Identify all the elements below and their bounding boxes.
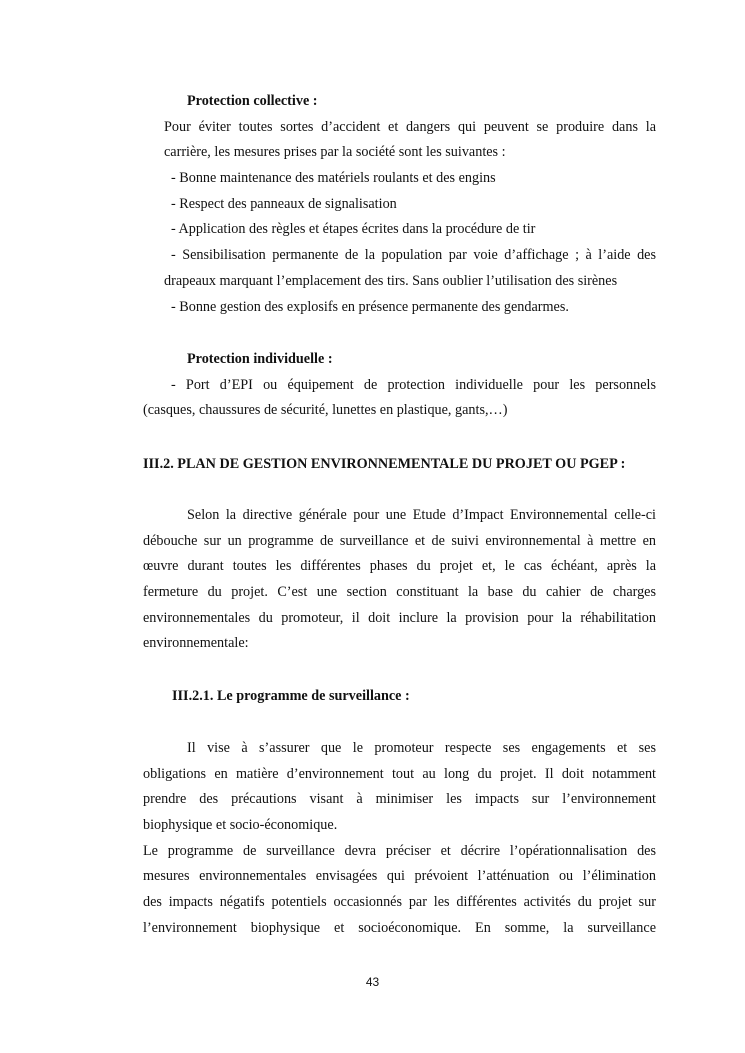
protection-individuelle-section (143, 347, 656, 424)
text-line: environnementale: (143, 635, 249, 652)
section-heading: III.2. PLAN DE GESTION ENVIRONNEMENTALE DU PROJET OU PGEP : (143, 456, 626, 472)
text-line: Selon la directive générale pour une Etude d’Impact Environnemental celle-ci (187, 507, 656, 523)
text-line: (casques, chaussures de sécurité, lunettes en plastique, gants,…) (143, 402, 508, 419)
text-line: environnementales du promoteur, il doit inclure la provision pour la réhabilitation (143, 609, 656, 626)
protection-individuelle-heading: Protection individuelle : (187, 351, 333, 367)
subsection-heading: III.2.1. Le programme de surveillance : (172, 688, 410, 704)
list-item: - Port d’EPI ou équipement de protection individuelle pour les personnels (171, 376, 656, 393)
text-line: drapeaux marquant l’emplacement des tirs. Sans oublier l’utilisation des sirènes (164, 272, 618, 289)
pgep-section (143, 452, 656, 478)
text-line: Le programme de surveillance devra préciser et décrire l’opérationnalisation des (143, 842, 656, 859)
text-line: Il vise à s’assurer que le promoteur respecte ses engagements et ses (187, 740, 656, 756)
protection-collective-section (143, 89, 656, 320)
text-line: des impacts négatifs potentiels occasionnés par les différentes activités du projet sur (143, 894, 656, 911)
list-item: - Respect des panneaux de signalisation (171, 195, 397, 212)
page-number: 43 (365, 975, 380, 989)
protection-collective-heading: Protection collective : (187, 93, 318, 109)
text-line: mesures environnementales envisagées qui prévoient l’atténuation ou l’élimination (143, 868, 656, 885)
text-line: l’environnement biophysique et socioéconomique. En somme, la surveillance (143, 919, 656, 936)
list-item: - Application des règles et étapes écrites dans la procédure de tir (171, 221, 536, 238)
text-line: œuvre durant toutes les différentes phases du projet et, le cas échéant, après la (143, 558, 656, 575)
list-item: - Sensibilisation permanente de la population par voie d’affichage ; à l’aide des (171, 247, 656, 264)
text-line: carrière, les mesures prises par la société sont les suivantes : (164, 144, 506, 161)
text-line: biophysique et socio-économique. (143, 817, 338, 834)
surveillance-paragraph (143, 736, 656, 942)
list-item: - Bonne gestion des explosifs en présence permanente des gendarmes. (171, 298, 569, 315)
text-line: fermeture du projet. C’est une section constituant la base du cahier de charges (143, 584, 656, 601)
text-line: Pour éviter toutes sortes d’accident et dangers qui peuvent se produire dans la (164, 118, 656, 135)
text-line: débouche sur un programme de surveillance et de suivi environnemental à mettre en (143, 532, 656, 549)
text-line: obligations en matière d’environnement tout au long du projet. Il doit notamment (143, 765, 656, 782)
pgep-paragraph (143, 503, 656, 657)
surveillance-section (143, 684, 656, 710)
list-item: - Bonne maintenance des matériels roulants et des engins (171, 170, 496, 187)
text-line: prendre des précautions visant à minimiser les impacts sur l’environnement (143, 791, 656, 808)
